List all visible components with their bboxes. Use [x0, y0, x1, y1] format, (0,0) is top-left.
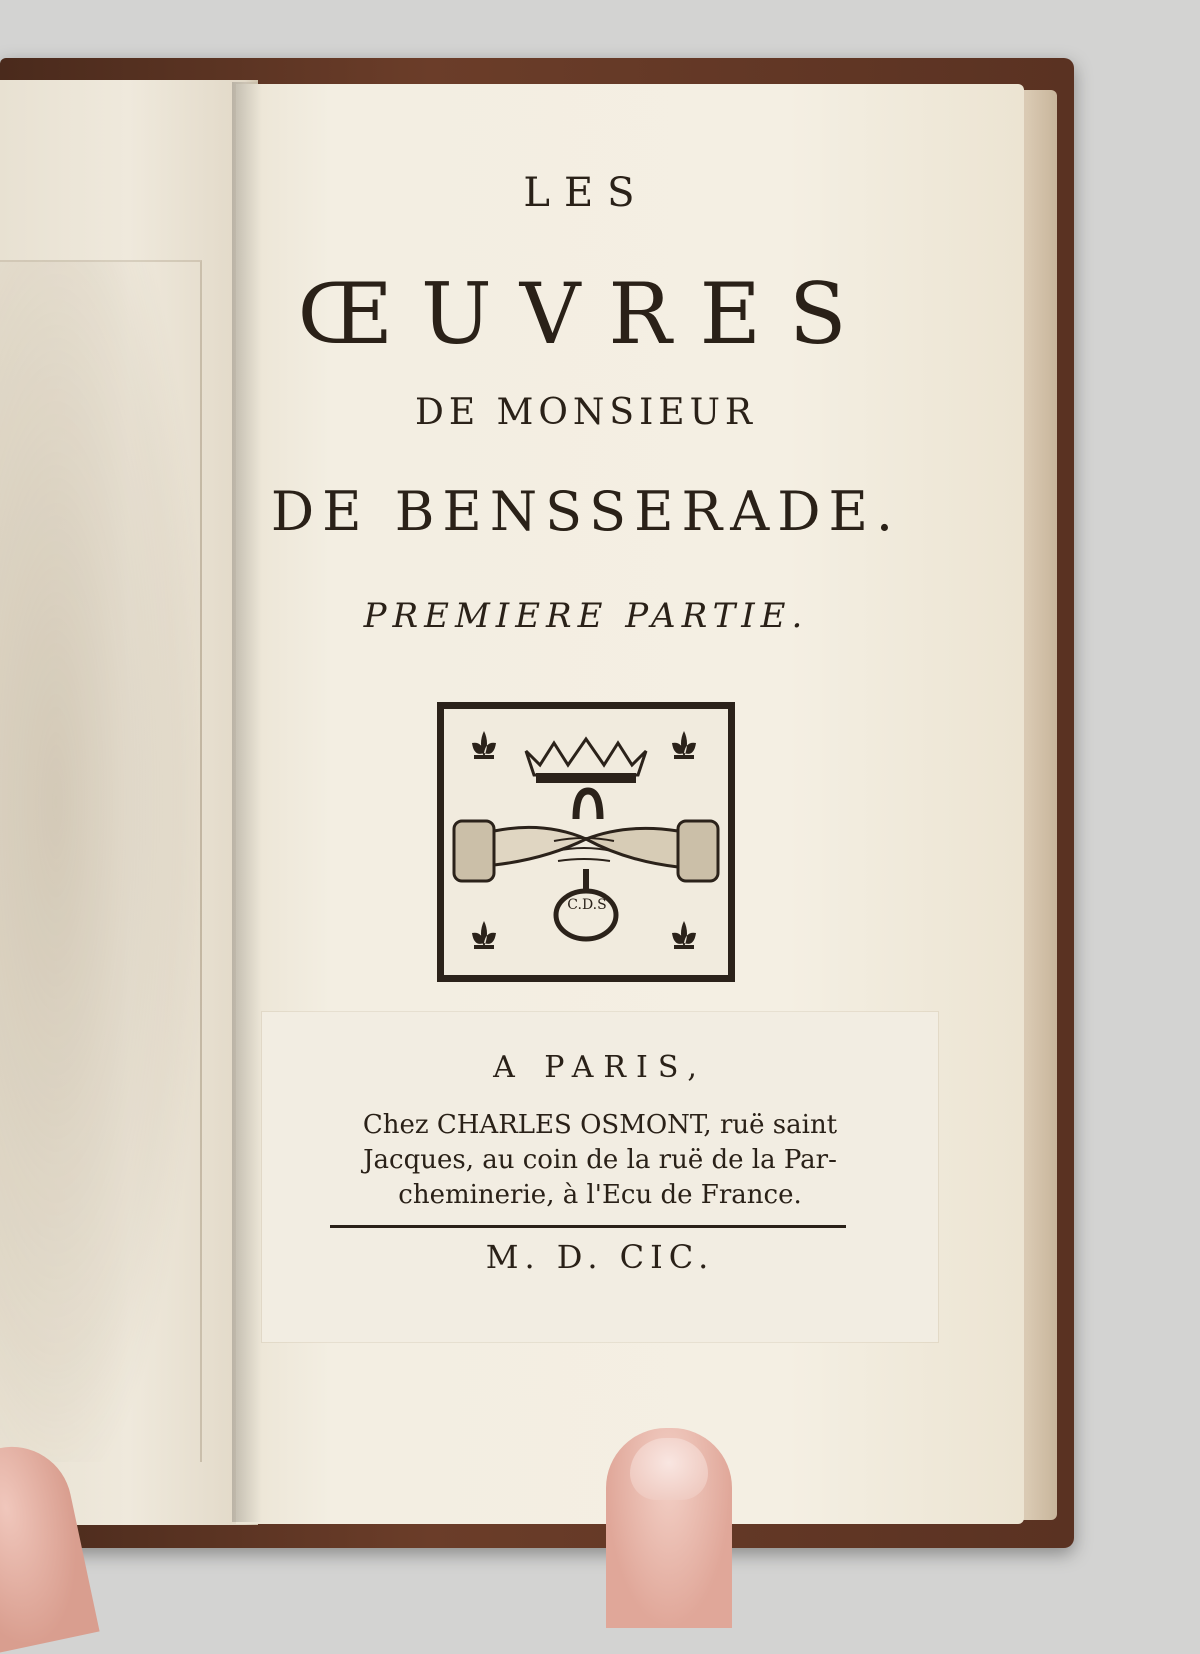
fleur-de-lis-icon [672, 921, 696, 949]
imprint-line-1: Chez CHARLES OSMONT, ruë saint [362, 1110, 838, 1140]
imprint-line-2: Jacques, au coin de la ruë de la Par- [363, 1145, 837, 1175]
device-initials: C.D.S [567, 897, 607, 913]
left-page [0, 80, 258, 1525]
fingernail [630, 1438, 708, 1500]
right-finger [606, 1428, 732, 1628]
imprint-place: A PARIS, [493, 1050, 707, 1085]
crown-icon [526, 739, 646, 783]
fleur-de-lis-icon [672, 731, 696, 759]
title-les: LES [523, 170, 649, 216]
title-part: PREMIERE PARTIE. [363, 596, 809, 636]
imprint-line-3: cheminerie, à l'Ecu de France. [398, 1180, 802, 1210]
title-author: DE BENSSERADE. [270, 480, 902, 543]
title-oeuvres: ŒUVRES [297, 265, 875, 363]
ring-icon [576, 791, 600, 819]
fleur-de-lis-icon [472, 921, 496, 949]
title-de-monsieur: DE MONSIEUR [414, 392, 758, 433]
printers-device-woodcut [437, 702, 735, 982]
frontispiece-plate [0, 260, 202, 1462]
imprint-date: M. D. CIC. [485, 1238, 715, 1276]
fleur-de-lis-icon [472, 731, 496, 759]
imprint-rule [330, 1225, 846, 1228]
woodcut-illustration [444, 709, 728, 975]
